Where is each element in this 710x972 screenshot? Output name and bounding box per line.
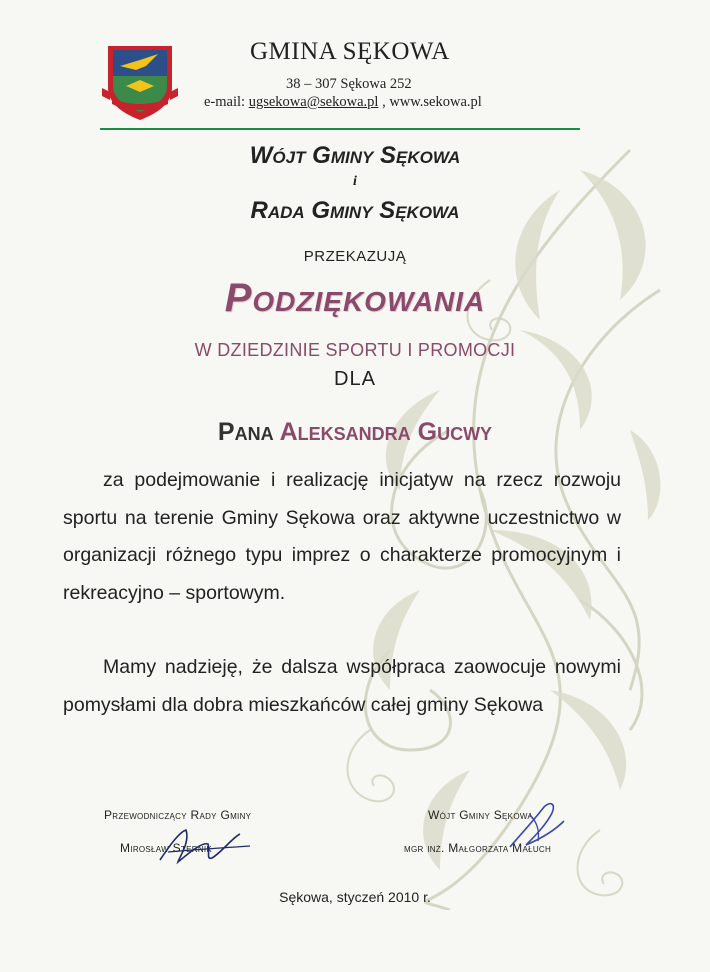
field-of-merit: W DZIEDZINIE SPORTU I PROMOCJI — [194, 340, 516, 360]
issuer-line-1: Wójt Gminy Sękowa — [249, 142, 461, 169]
email-label: e-mail: — [204, 94, 246, 110]
verb-label: PRZEKAZUJĄ — [303, 248, 407, 265]
closing-paragraph: Mamy nadzieję, że dalsza współpraca zaowocuje nowymi pomysłami dla dobra mieszkańców całej gminy Sękowa — [63, 656, 621, 716]
recipient-prefix: Pana — [217, 418, 274, 446]
issuer-line-2: Rada Gminy Sękowa — [250, 197, 460, 224]
contact-line — [204, 94, 482, 111]
left-signatory-name: Mirosław Sternik — [120, 841, 213, 855]
right-signatory-name: mgr inż. Małgorzata Małuch — [404, 841, 552, 855]
issuer-conjunction: i — [353, 174, 357, 189]
postal-address: 38 – 307 Sękowa 252 — [286, 76, 412, 92]
certificate-title: Podziękowania — [224, 276, 486, 320]
municipality-name: GMINA SĘKOWA — [250, 38, 450, 65]
header-divider — [100, 128, 580, 130]
left-handwritten-signature — [150, 812, 260, 872]
right-signatory-role: Wójt Gminy Sękowa — [428, 808, 534, 822]
merit-paragraph: za podejmowanie i realizację inicjatyw na rzecz rozwoju sportu na terenie Gminy Sękowa oraz aktywne uczestnictwo w organizacji różnego typu imprez o charakterze promocyjnym i rekreacyjno – sportowym. — [63, 469, 621, 604]
coat-of-arms-logo — [100, 36, 180, 122]
website-link[interactable]: www.sekowa.pl — [389, 94, 482, 110]
email-link[interactable]: ugsekowa@sekowa.pl — [248, 94, 379, 110]
recipient-name: Aleksandra Gucwy — [279, 418, 493, 446]
letterhead — [100, 30, 600, 130]
contact-separator: , — [382, 94, 386, 110]
recipient — [0, 418, 710, 447]
right-handwritten-signature — [500, 795, 580, 855]
for-label: DLA — [334, 368, 376, 390]
place-and-date: Sękowa, styczeń 2010 r. — [279, 889, 431, 905]
left-signatory-role: Przewodniczący Rady Gminy — [104, 808, 252, 822]
